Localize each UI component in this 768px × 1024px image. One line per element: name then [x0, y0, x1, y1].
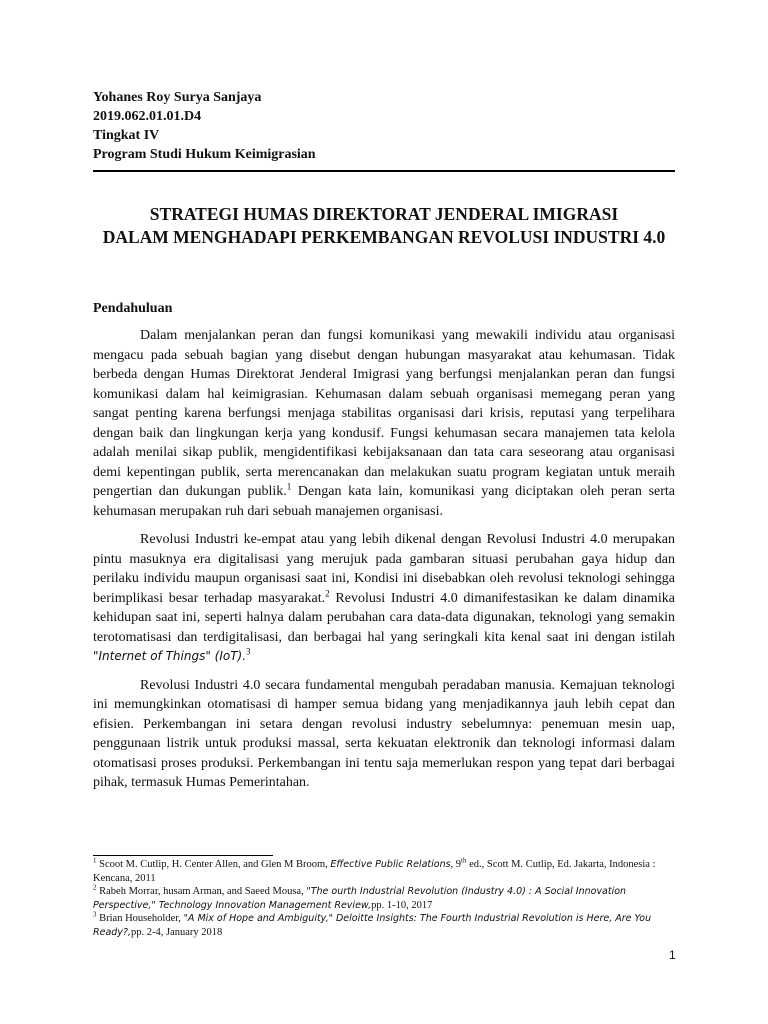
study-program: Program Studi Hukum Keimigrasian — [93, 147, 316, 162]
footnote-1-title: Effective Public Relations — [330, 859, 451, 870]
paragraph-1-text-end: Dengan kata lain, komunikasi yang diciptakan oleh peran serta kehumasan merupakan ruh dari sebuah manajemen organisasi. — [93, 484, 675, 519]
student-id: 2019.062.01.01.D4 — [93, 109, 202, 124]
paragraph-2-text-mid: Revolusi Industri 4.0 dimanifestasikan ke dalam dinamika kehidupan saat ini, seperti halnya dalam perubahan cara data-data digunakan, teknologi yang semakin terotomatisasi dan terdigitalisasi, dan berbagai hal yang seringkali kita kenal saat ini dengan istilah — [93, 590, 676, 645]
footnote-1-text: Scoot M. Cutlip, H. Center Allen, and Glen M Broom, — [96, 859, 331, 870]
paragraph-1-text: Dalam menjalankan peran dan fungsi komunikasi yang mewakili individu atau organisasi mengacu pada sebuah bagian yang disebut dengan hubungan masyarakat atau kehumasan. Tidak berbeda dengan Humas Direktorat Jenderal Imigrasi yang berfungsi menjalankan peran dan fungsi komunikasi dalam hal keimigrasian. Kehumasan dalam sebuah organisasi memegang peran yang sangat penting karena berfungsi menjaga stabilitas organisasi dari krisis, reputasi yang terpelihara dengan baik dan lingkungan kerja yang kondusif. Fungsi kehumasan secara manajemen tata kelola adalah menilai sikap publik, mengidentifikasi kebijaksanaan dan tata cara seseorang atau organisasi demi kepentingan publik, serta merencanakan dan melakukan suatu program kegiatan untuk meraih pengertian dan dukungan publik. — [93, 328, 675, 499]
paragraph-1 — [93, 326, 675, 521]
section-heading: Pendahuluan — [93, 301, 173, 316]
author-block — [93, 88, 675, 164]
footnote-1 — [93, 858, 675, 885]
footnote-2 — [93, 885, 675, 912]
iot-term: "Internet of Things" (IoT). — [93, 649, 247, 663]
footnote-3-text-end: pp. 2-4, January 2018 — [130, 926, 223, 938]
level: Tingkat IV — [93, 128, 160, 143]
title-line-1: STRATEGI HUMAS DIREKTORAT JENDERAL IMIGRASI — [149, 204, 619, 224]
footnote-2-number: 2 — [93, 883, 97, 892]
footnote-1-text-mid: , 9 — [450, 859, 462, 870]
footnote-2-title: "The ourth Industrial Revolution (Industry 4.0) : A Social Innovation Perspective," Technology Innovation Management Review, — [93, 886, 627, 911]
paragraph-3: Revolusi Industri 4.0 secara fundamental mengubah peradaban manusia. Kemajuan teknologi ini memungkinkan otomatisasi di hamper semua bidang yang menjadikannya jauh lebih cepat dan efisien. Perkembangan ini setara dengan revolusi industry sebelumnya: penemuan mesin uap, penggunaan listrik untuk produksi massal, serta kekuatan elektronik dan teknologi informasi dalam otomatisasi proses produksi. Perkembangan ini tentu saja memerlukan respon yang tepat dari berbagai pihak, termasuk Humas Pemerintahan. — [93, 677, 675, 790]
footnote-divider — [93, 855, 273, 856]
paragraph-2 — [93, 530, 675, 667]
page-number: 1 — [669, 948, 676, 962]
footnote-2-text-end: pp. 1-10, 2017 — [371, 899, 433, 911]
footnote-ref-2: 2 — [325, 587, 330, 598]
footnote-3-text: Brian Householder, — [96, 913, 184, 924]
paragraph-2-text: Revolusi Industri ke-empat atau yang lebih dikenal dengan Revolusi Industri 4.0 merupakan pintu masuknya era digitalisasi yang merujuk pada gambaran situasi perubahan gaya hidup dan perilaku individu maupun organisasi saat ini, Kondisi ini disebabkan oleh revolusi teknologi sehingga berimplikasi besar terhadap masyarakat. — [93, 532, 675, 606]
author-name: Yohanes Roy Surya Sanjaya — [93, 90, 262, 105]
footnote-2-text: Rabeh Morrar, husam Arman, and Saeed Mousa, — [96, 886, 307, 897]
footnote-3 — [93, 912, 675, 939]
footnote-ref-1: 1 — [286, 481, 292, 492]
footnote-3-number: 3 — [93, 910, 97, 919]
footnote-ref-3: 3 — [246, 646, 251, 657]
body-text — [93, 326, 675, 802]
header-divider — [93, 170, 675, 172]
footnote-3-title: "A Mix of Hope and Ambiguity," Deloitte Insights: The Fourth Industrial Revolution is Here, Are You Ready?, — [93, 913, 652, 938]
footnotes — [93, 858, 675, 939]
footnote-1-ordinal: th — [461, 856, 467, 865]
footnote-1-number: 1 — [93, 856, 97, 865]
document-title — [93, 203, 675, 249]
footnote-1-text-end: ed., Scott M. Cutlip, Ed. Jakarta, Indonesia : Kencana, 2011 — [93, 859, 656, 884]
title-line-2: DALAM MENGHADAPI PERKEMBANGAN REVOLUSI INDUSTRI 4.0 — [102, 227, 666, 247]
